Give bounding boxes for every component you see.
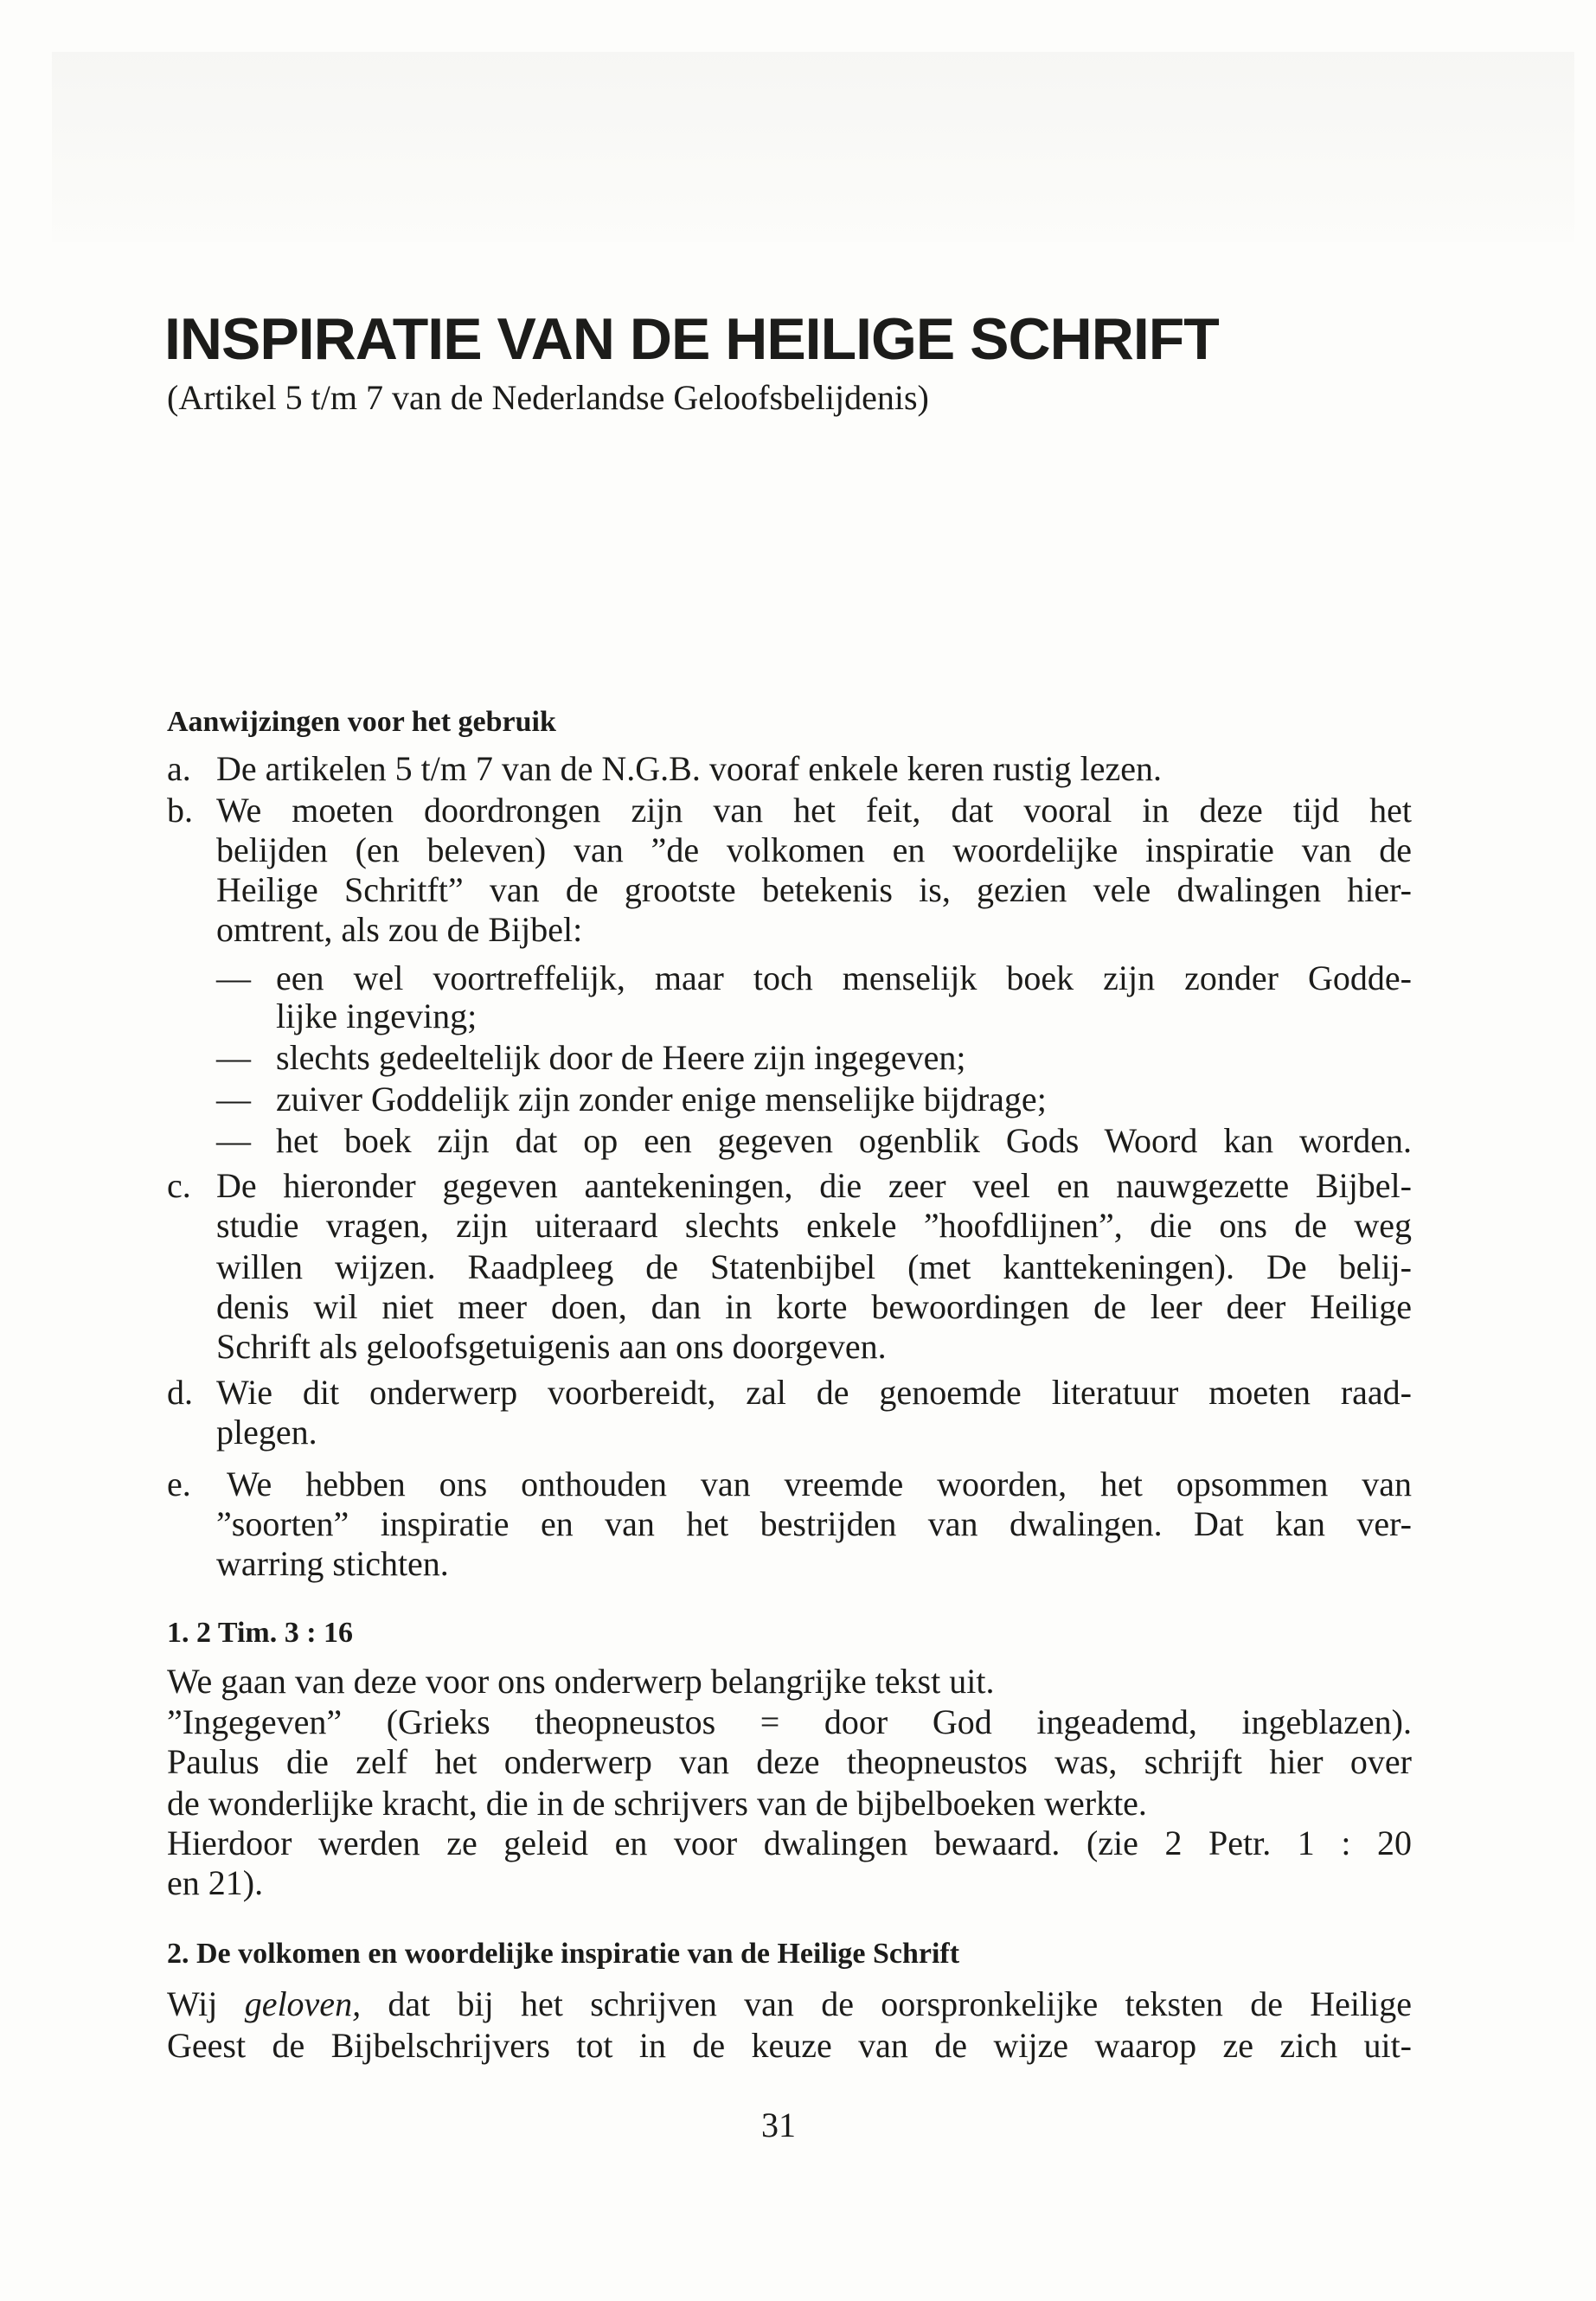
item-c-line: Schrift als geloofsgetuigenis aan ons doorgeven.: [216, 1327, 887, 1366]
item-d-line: plegen.: [216, 1413, 317, 1452]
section-1-line: de wonderlijke kracht, die in de schrijvers van de bijbelboeken werkte.: [167, 1784, 1147, 1823]
section-1-line: We gaan van deze voor ons onderwerp belangrijke tekst uit.: [167, 1662, 995, 1701]
item-c-line: De hieronder gegeven aantekeningen, die zeer veel en nauwgezette Bijbel-: [216, 1166, 1412, 1205]
bullet-line: een wel voortreffelijk, maar toch menselijk boek zijn zonder Godde-: [276, 958, 1412, 997]
instructions-heading: Aanwijzingen voor het gebruik: [167, 706, 556, 738]
dash-bullet: —: [216, 1080, 251, 1118]
item-label-c: c.: [167, 1166, 191, 1205]
item-a-line: De artikelen 5 t/m 7 van de N.G.B. vooraf enkele keren rustig lezen.: [216, 749, 1162, 788]
section-2-text: dat bij het schrijven van de oorspronkelijke teksten de Heilige: [361, 1984, 1412, 2023]
section-1-line: Paulus die zelf het onderwerp van deze theopneustos was, schrijft hier over: [167, 1742, 1412, 1781]
item-label-a: a.: [167, 749, 191, 788]
section-2-heading: 2. De volkomen en woordelijke inspiratie van de Heilige Schrift: [167, 1938, 960, 1970]
bullet-line: lijke ingeving;: [276, 997, 478, 1035]
dash-bullet: —: [216, 1038, 251, 1077]
section-2-text: Wij: [167, 1984, 245, 2023]
item-d-line: Wie dit onderwerp voorbereidt, zal de genoemde literatuur moeten raad-: [216, 1373, 1412, 1412]
item-e-line: ”soorten” inspiratie en van het bestrijden van dwalingen. Dat kan ver-: [216, 1504, 1412, 1543]
page-title: INSPIRATIE VAN DE HEILIGE SCHRIFT: [164, 306, 1219, 372]
section-1-line: Hierdoor werden ze geleid en voor dwalingen bewaard. (zie 2 Petr. 1 : 20: [167, 1823, 1412, 1862]
bullet-line: het boek zijn dat op een gegeven ogenblik Gods Woord kan worden.: [276, 1121, 1412, 1160]
page-subtitle: (Artikel 5 t/m 7 van de Nederlandse Geloofsbelijdenis): [167, 378, 929, 417]
section-1-line: en 21).: [167, 1863, 264, 1902]
page-number: 31: [761, 2106, 796, 2144]
dash-bullet: —: [216, 958, 251, 997]
item-e-line: We hebben ons onthouden van vreemde woorden, het opsommen van: [227, 1465, 1412, 1503]
bullet-line: zuiver Goddelijk zijn zonder enige menselijke bijdrage;: [276, 1080, 1047, 1118]
dash-bullet: —: [216, 1121, 251, 1160]
section-1-heading: 1. 2 Tim. 3 : 16: [167, 1617, 354, 1649]
section-1-line: ”Ingegeven” (Grieks theopneustos = door God ingeademd, ingeblazen).: [167, 1702, 1412, 1741]
item-label-b: b.: [167, 791, 193, 830]
item-c-line: studie vragen, zijn uiteraard slechts enkele ”hoofdlijnen”, die ons de weg: [216, 1206, 1412, 1245]
section-2-line: [167, 1983, 1412, 2026]
section-2-line: Geest de Bijbelschrijvers tot in de keuze van de wijze waarop ze zich uit-: [167, 2026, 1412, 2065]
item-b-line: belijden (en beleven) van ”de volkomen en woordelijke inspiratie van de: [216, 830, 1412, 869]
bullet-line: slechts gedeeltelijk door de Heere zijn ingegeven;: [276, 1038, 966, 1077]
bleed-through-shadow: [52, 52, 1574, 242]
item-e-line: warring stichten.: [216, 1544, 449, 1583]
item-b-line: omtrent, als zou de Bijbel:: [216, 910, 583, 949]
item-label-e: e.: [167, 1465, 191, 1503]
item-c-line: willen wijzen. Raadpleeg de Statenbijbel (met kanttekeningen). De belij-: [216, 1247, 1412, 1286]
item-label-d: d.: [167, 1373, 193, 1412]
item-b-line: Heilige Schritft” van de grootste betekenis is, gezien vele dwalingen hier-: [216, 870, 1412, 909]
item-b-line: We moeten doordrongen zijn van het feit, dat vooral in deze tijd het: [216, 791, 1412, 830]
section-2-italic: geloven,: [244, 1984, 362, 2023]
item-c-line: denis wil niet meer doen, dan in korte bewoordingen de leer deer Heilige: [216, 1287, 1412, 1326]
